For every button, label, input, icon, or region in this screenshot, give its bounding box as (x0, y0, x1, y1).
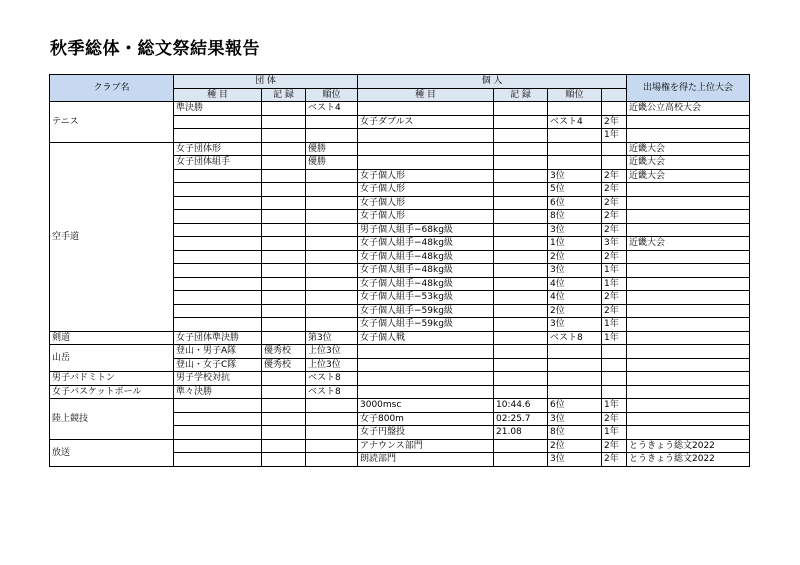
qualified-event-cell (627, 426, 750, 440)
individual-rank-cell (548, 358, 602, 372)
individual-event-cell: 女子個人組手−59kg級 (358, 318, 494, 332)
team-event-cell (174, 304, 262, 318)
individual-event-cell: 男子個人組手−68kg級 (358, 223, 494, 237)
individual-grade-cell (602, 372, 627, 386)
qualified-event-cell (627, 358, 750, 372)
individual-grade-cell: 1年 (602, 277, 627, 291)
team-event-cell (174, 399, 262, 413)
team-event-cell (174, 210, 262, 224)
team-rank-cell (306, 169, 358, 183)
qualified-event-cell: とうきょう総文2022 (627, 453, 750, 467)
team-record-cell (262, 318, 306, 332)
team-record-cell (262, 115, 306, 129)
team-rank-cell: 上位3位 (306, 345, 358, 359)
qualified-event-cell (627, 183, 750, 197)
individual-rank-header: 順位 (548, 88, 602, 102)
team-rank-cell (306, 237, 358, 251)
club-name: 空手道 (50, 142, 174, 331)
individual-rank-cell: ベスト4 (548, 115, 602, 129)
individual-grade-cell: 2年 (602, 196, 627, 210)
team-record-cell (262, 453, 306, 467)
team-event-cell (174, 169, 262, 183)
individual-grade-cell: 2年 (602, 183, 627, 197)
team-rank-cell (306, 399, 358, 413)
results-table (49, 74, 750, 467)
individual-event-cell: 3000msc (358, 399, 494, 413)
individual-rank-cell (548, 385, 602, 399)
team-event-cell: 準々決勝 (174, 385, 262, 399)
team-event-cell: 準決勝 (174, 102, 262, 116)
team-record-cell (262, 250, 306, 264)
team-rank-cell (306, 277, 358, 291)
qualified-event-cell (627, 385, 750, 399)
qualified-event-cell: とうきょう総文2022 (627, 439, 750, 453)
individual-record-cell (494, 237, 548, 251)
individual-grade-cell: 1年 (602, 426, 627, 440)
individual-event-cell (358, 385, 494, 399)
individual-record-cell (494, 439, 548, 453)
individual-event-cell (358, 142, 494, 156)
individual-rank-cell: 3位 (548, 453, 602, 467)
individual-record-cell (494, 453, 548, 467)
individual-grade-header (602, 88, 627, 102)
individual-event-cell: アナウンス部門 (358, 439, 494, 453)
team-rank-cell (306, 264, 358, 278)
team-record-cell (262, 183, 306, 197)
individual-rank-cell: 3位 (548, 169, 602, 183)
individual-grade-cell: 2年 (602, 453, 627, 467)
individual-rank-cell: 6位 (548, 196, 602, 210)
individual-rank-cell (548, 142, 602, 156)
team-rank-cell (306, 304, 358, 318)
individual-rank-cell: 3位 (548, 318, 602, 332)
qualified-event-cell (627, 399, 750, 413)
team-event-cell (174, 412, 262, 426)
individual-rank-cell: 4位 (548, 291, 602, 305)
individual-record-cell (494, 372, 548, 386)
individual-record-cell (494, 318, 548, 332)
team-record-cell (262, 210, 306, 224)
individual-record-cell (494, 385, 548, 399)
team-event-cell (174, 277, 262, 291)
team-event-cell: 女子団体準決勝 (174, 331, 262, 345)
individual-grade-cell: 2年 (602, 210, 627, 224)
individual-grade-cell: 1年 (602, 129, 627, 143)
club-name: 女子バスケットボール (50, 385, 174, 399)
team-rank-cell (306, 129, 358, 143)
qualified-event-cell: 近畿大会 (627, 169, 750, 183)
team-rank-cell (306, 412, 358, 426)
team-record-cell (262, 426, 306, 440)
team-record-cell (262, 156, 306, 170)
team-event-cell (174, 223, 262, 237)
individual-record-cell (494, 115, 548, 129)
team-event-cell (174, 264, 262, 278)
team-event-cell: 登山・男子A隊 (174, 345, 262, 359)
team-record-cell (262, 264, 306, 278)
club-name: 剣道 (50, 331, 174, 345)
team-event-cell: 女子団体形 (174, 142, 262, 156)
table-row (50, 345, 750, 359)
qualified-event-cell (627, 345, 750, 359)
individual-grade-cell: 2年 (602, 439, 627, 453)
team-rank-cell (306, 115, 358, 129)
qualified-event-cell (627, 210, 750, 224)
individual-event-cell (358, 372, 494, 386)
individual-record-cell (494, 277, 548, 291)
qualified-event-cell (627, 277, 750, 291)
team-rank-cell (306, 318, 358, 332)
team-event-cell (174, 183, 262, 197)
individual-record-cell: 21.08 (494, 426, 548, 440)
individual-group-header: 個 人 (358, 75, 627, 89)
table-row (50, 439, 750, 453)
individual-rank-cell: 2位 (548, 439, 602, 453)
team-record-cell (262, 129, 306, 143)
individual-rank-cell (548, 345, 602, 359)
table-row (50, 385, 750, 399)
individual-event-cell: 女子個人組手−48kg級 (358, 237, 494, 251)
team-event-cell (174, 426, 262, 440)
club-name: 陸上競技 (50, 399, 174, 440)
individual-record-cell (494, 210, 548, 224)
individual-event-cell: 女子800m (358, 412, 494, 426)
individual-event-cell: 女子個人組手−48kg級 (358, 277, 494, 291)
individual-grade-cell (602, 358, 627, 372)
club-name: テニス (50, 102, 174, 143)
team-rank-cell (306, 210, 358, 224)
team-event-cell (174, 196, 262, 210)
individual-event-cell: 女子個人組手−53kg級 (358, 291, 494, 305)
qualified-event-cell (627, 129, 750, 143)
team-event-cell (174, 129, 262, 143)
qualified-event-cell (627, 196, 750, 210)
qualified-event-cell (627, 372, 750, 386)
team-record-cell (262, 439, 306, 453)
individual-grade-cell: 1年 (602, 399, 627, 413)
team-group-header: 団 体 (174, 75, 358, 89)
individual-grade-cell: 2年 (602, 250, 627, 264)
individual-record-cell: 10:44.6 (494, 399, 548, 413)
qualified-event-cell (627, 412, 750, 426)
team-event-cell: 登山・女子C隊 (174, 358, 262, 372)
team-record-cell: 優秀校 (262, 345, 306, 359)
individual-event-cell (358, 156, 494, 170)
qualified-event-cell: 近畿大会 (627, 142, 750, 156)
team-rank-cell: ベスト8 (306, 372, 358, 386)
page-title: 秋季総体・総文祭結果報告 (50, 39, 260, 59)
individual-grade-cell: 2年 (602, 169, 627, 183)
team-record-cell (262, 331, 306, 345)
team-event-cell (174, 453, 262, 467)
individual-rank-cell: 3位 (548, 223, 602, 237)
individual-record-cell (494, 304, 548, 318)
individual-event-cell: 朗読部門 (358, 453, 494, 467)
individual-event-cell (358, 358, 494, 372)
team-rank-cell: ベスト8 (306, 385, 358, 399)
individual-rank-cell (548, 372, 602, 386)
qualified-event-cell: 近畿公立高校大会 (627, 102, 750, 116)
table-row (50, 102, 750, 116)
team-event-cell (174, 250, 262, 264)
team-rank-cell (306, 223, 358, 237)
individual-record-cell (494, 183, 548, 197)
team-event-cell (174, 318, 262, 332)
club-header: クラブ名 (50, 75, 174, 102)
team-event-cell (174, 291, 262, 305)
individual-grade-cell (602, 345, 627, 359)
individual-rank-cell (548, 129, 602, 143)
team-record-cell (262, 372, 306, 386)
individual-event-cell: 女子個人組手−48kg級 (358, 250, 494, 264)
team-record-cell (262, 142, 306, 156)
team-record-cell (262, 102, 306, 116)
individual-event-cell: 女子個人組手−59kg級 (358, 304, 494, 318)
individual-record-cell (494, 169, 548, 183)
club-name: 放送 (50, 439, 174, 466)
individual-grade-cell: 1年 (602, 318, 627, 332)
individual-grade-cell: 2年 (602, 291, 627, 305)
team-rank-cell: ベスト4 (306, 102, 358, 116)
qualified-event-cell (627, 223, 750, 237)
individual-grade-cell: 2年 (602, 223, 627, 237)
individual-event-cell: 女子個人組手−48kg級 (358, 264, 494, 278)
individual-record-cell (494, 223, 548, 237)
club-name: 山岳 (50, 345, 174, 372)
individual-event-cell (358, 102, 494, 116)
club-name: 男子バドミトン (50, 372, 174, 386)
table-row (50, 372, 750, 386)
individual-grade-cell (602, 156, 627, 170)
qualified-event-cell (627, 304, 750, 318)
team-record-cell (262, 196, 306, 210)
individual-rank-cell (548, 102, 602, 116)
individual-rank-cell: 2位 (548, 304, 602, 318)
individual-event-cell: 女子個人形 (358, 210, 494, 224)
table-row (50, 142, 750, 156)
individual-record-cell (494, 156, 548, 170)
individual-record-cell: 02:25.7 (494, 412, 548, 426)
individual-rank-cell (548, 156, 602, 170)
individual-grade-cell: 2年 (602, 412, 627, 426)
individual-rank-cell: 5位 (548, 183, 602, 197)
team-record-cell (262, 385, 306, 399)
individual-rank-cell: 2位 (548, 250, 602, 264)
individual-grade-cell: 1年 (602, 331, 627, 345)
qualified-header: 出場権を得た上位大会 (627, 75, 750, 102)
team-event-cell (174, 439, 262, 453)
individual-grade-cell (602, 385, 627, 399)
team-event-cell: 女子団体組手 (174, 156, 262, 170)
results-body (50, 102, 750, 467)
team-rank-cell (306, 250, 358, 264)
team-record-cell (262, 237, 306, 251)
qualified-event-cell: 近畿大会 (627, 156, 750, 170)
individual-event-cell (358, 129, 494, 143)
individual-event-cell: 女子個人形 (358, 183, 494, 197)
team-record-cell (262, 223, 306, 237)
individual-rank-cell: ベスト8 (548, 331, 602, 345)
qualified-event-cell (627, 318, 750, 332)
team-rank-cell (306, 183, 358, 197)
individual-rank-cell: 1位 (548, 237, 602, 251)
individual-record-cell (494, 250, 548, 264)
individual-record-cell (494, 102, 548, 116)
individual-grade-cell: 3年 (602, 237, 627, 251)
team-event-header: 種 目 (174, 88, 262, 102)
individual-grade-cell (602, 142, 627, 156)
individual-record-header: 記 録 (494, 88, 548, 102)
team-rank-cell (306, 196, 358, 210)
individual-record-cell (494, 291, 548, 305)
team-rank-cell (306, 291, 358, 305)
team-record-cell (262, 169, 306, 183)
individual-record-cell (494, 264, 548, 278)
team-record-cell (262, 277, 306, 291)
team-record-cell (262, 304, 306, 318)
individual-record-cell (494, 142, 548, 156)
team-rank-cell: 第3位 (306, 331, 358, 345)
team-rank-cell: 優勝 (306, 142, 358, 156)
qualified-event-cell (627, 331, 750, 345)
team-rank-cell (306, 453, 358, 467)
team-record-cell (262, 412, 306, 426)
team-event-cell (174, 115, 262, 129)
qualified-event-cell (627, 291, 750, 305)
individual-record-cell (494, 358, 548, 372)
individual-record-cell (494, 196, 548, 210)
individual-event-cell: 女子ダブルス (358, 115, 494, 129)
individual-rank-cell: 8位 (548, 426, 602, 440)
qualified-event-cell (627, 250, 750, 264)
individual-rank-cell: 8位 (548, 210, 602, 224)
team-event-cell (174, 237, 262, 251)
team-rank-cell (306, 439, 358, 453)
individual-rank-cell: 4位 (548, 277, 602, 291)
individual-event-header: 種 目 (358, 88, 494, 102)
individual-event-cell: 女子個人形 (358, 196, 494, 210)
qualified-event-cell: 近畿大会 (627, 237, 750, 251)
individual-event-cell: 女子円盤投 (358, 426, 494, 440)
team-rank-cell: 上位3位 (306, 358, 358, 372)
team-record-header: 記 録 (262, 88, 306, 102)
individual-record-cell (494, 331, 548, 345)
team-rank-cell (306, 426, 358, 440)
individual-grade-cell: 1年 (602, 264, 627, 278)
individual-event-cell: 女子個人戦 (358, 331, 494, 345)
table-row (50, 399, 750, 413)
individual-rank-cell: 3位 (548, 264, 602, 278)
qualified-event-cell (627, 264, 750, 278)
qualified-event-cell (627, 115, 750, 129)
individual-event-cell (358, 345, 494, 359)
team-rank-cell: 優勝 (306, 156, 358, 170)
team-rank-header: 順位 (306, 88, 358, 102)
table-row (50, 331, 750, 345)
team-event-cell: 男子学校対抗 (174, 372, 262, 386)
individual-rank-cell: 6位 (548, 399, 602, 413)
individual-rank-cell: 3位 (548, 412, 602, 426)
individual-record-cell (494, 129, 548, 143)
individual-event-cell: 女子個人形 (358, 169, 494, 183)
individual-grade-cell: 2年 (602, 304, 627, 318)
individual-grade-cell (602, 102, 627, 116)
individual-record-cell (494, 345, 548, 359)
team-record-cell (262, 291, 306, 305)
individual-grade-cell: 2年 (602, 115, 627, 129)
team-record-cell: 優秀校 (262, 358, 306, 372)
team-record-cell (262, 399, 306, 413)
